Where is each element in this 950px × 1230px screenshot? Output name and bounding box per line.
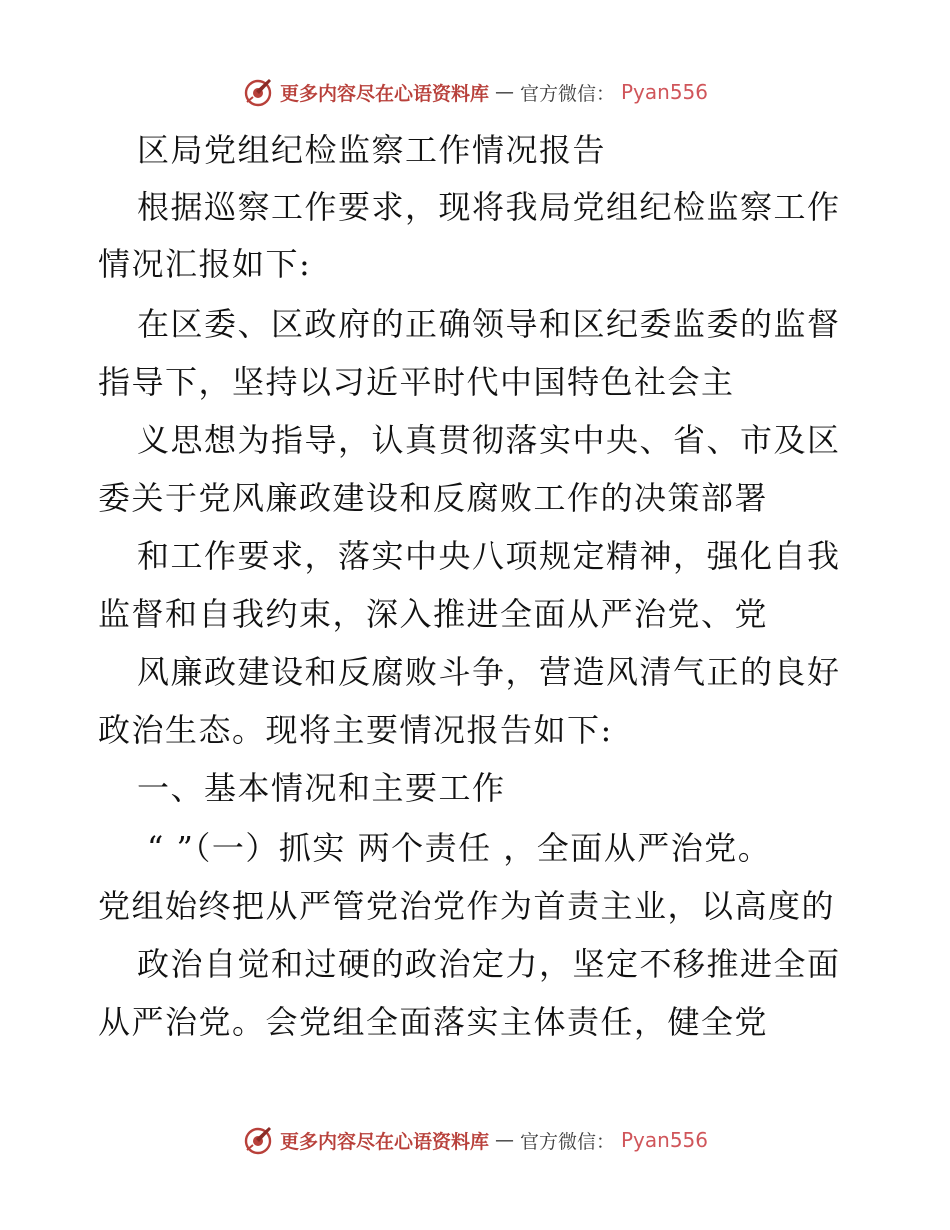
text-line: 义思想为指导，认真贯彻落实中央、省、市及区 [137, 421, 841, 459]
text-line: 指导下，坚持以习近平时代中国特色社会主 [98, 363, 735, 401]
banner-dash: — [494, 81, 514, 103]
text-line: 在区委、区政府的正确领导和区纪委监委的监督 [137, 305, 841, 343]
text-line: 情况汇报如下: [98, 245, 312, 283]
text-line: 和工作要求，落实中央八项规定精神，强化自我 [137, 537, 841, 575]
text-line: 监督和自我约束，深入推进全面从严治党、党 [98, 595, 769, 633]
banner-wechat-label: 官方微信： [519, 1130, 615, 1153]
text-line: 根据巡察工作要求，现将我局党组纪检监察工作 [137, 188, 841, 226]
banner-brand-text: 更多内容尽在心语资料库 [279, 1130, 489, 1153]
banner-dash: — [494, 1129, 514, 1151]
header-banner [0, 72, 950, 112]
banner-brand-text: 更多内容尽在心语资料库 [279, 82, 489, 105]
banner-wechat-id: Pyan556 [621, 1128, 709, 1152]
text-line: 风廉政建设和反腐败斗争，营造风清气正的良好 [137, 653, 841, 691]
banner-wechat-id: Pyan556 [621, 80, 709, 104]
banner-wechat-label: 官方微信： [519, 82, 615, 105]
text-line: 从严治党。会党组全面落实主体责任，健全党 [98, 1003, 769, 1041]
subsection-heading: “ ”（一）抓实 两个责任 ，全面从严治党。 [147, 829, 772, 867]
section-heading: 一、基本情况和主要工作 [137, 769, 506, 807]
document-title: 区局党组纪检监察工作情况报告 [137, 131, 607, 169]
quill-seal-icon [242, 1124, 274, 1156]
text-line: 政治自觉和过硬的政治定力，坚定不移推进全面 [137, 945, 841, 983]
quill-seal-icon [242, 76, 274, 108]
footer-banner [0, 1120, 950, 1160]
text-line: 党组始终把从严管党治党作为首责主业，以高度的 [98, 887, 836, 925]
text-line: 委关于党风廉政建设和反腐败工作的决策部署 [98, 479, 769, 517]
text-line: 政治生态。现将主要情况报告如下: [98, 711, 613, 749]
